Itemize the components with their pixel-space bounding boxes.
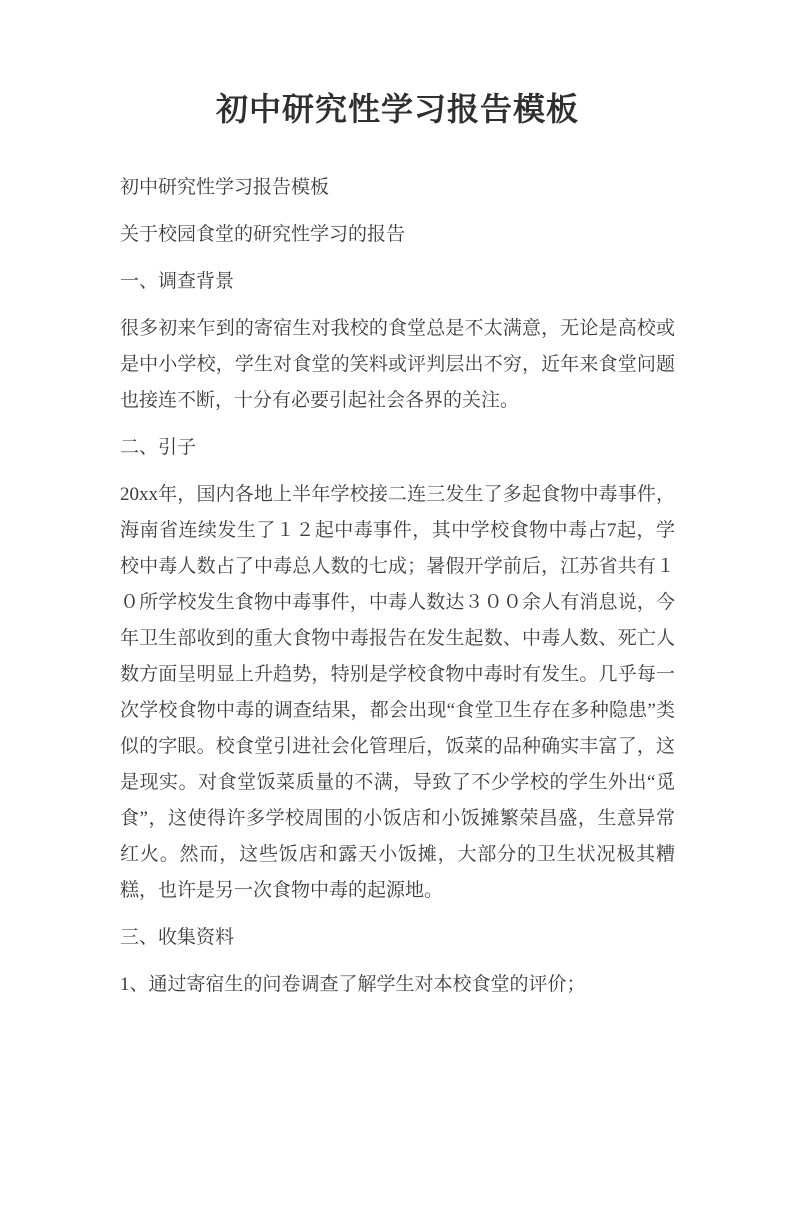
section-heading-survey-background: 一、调查背景 xyxy=(120,271,235,292)
section-heading-data-collection: 三、收集资料 xyxy=(120,927,235,948)
paragraph-data-collection-item-1: 1、通过寄宿生的问卷调查了解学生对本校食堂的评价； xyxy=(120,974,586,995)
paragraph-template-name: 初中研究性学习报告模板 xyxy=(120,177,330,198)
section-heading-introduction: 二、引子 xyxy=(120,437,197,458)
paragraph-introduction-body: 20xx年，国内各地上半年学校接二连三发生了多起食物中毒事件，海南省连续发生了１２起中毒事件，其中学校食物中毒占7起，学校中毒人数占了中毒总人数的七成；暑假开学前后，江苏省共有１０所学校发生食物中毒事件，中毒人数达３００余人有消息说，今年卫生部收到的重大食物中毒报告在发生起数、中毒人数、死亡人数方面呈明显上升趋势，特别是学校食物中毒时有发生。几乎每一次学校食物中毒的调查结果，都会出现“食堂卫生存在多种隐患”类似的字眼。校食堂引进社会化管理后，饭菜的品种确实丰富了，这是现实。对食堂饭菜质量的不满，导致了不少学校的学生外出“觅食”，这使得许多学校周围的小饭店和小饭摊繁荣昌盛，生意异常红火。然而，这些饭店和露天小饭摊，大部分的卫生状况极其糟糕，也许是另一次食物中毒的起源地。 xyxy=(120,484,675,901)
document-page xyxy=(0,88,793,1210)
document-title: 初中研究性学习报告模板 xyxy=(215,91,579,127)
paragraph-report-subject: 关于校园食堂的研究性学习的报告 xyxy=(120,224,406,245)
paragraph-survey-background-body: 很多初来乍到的寄宿生对我校的食堂总是不太满意，无论是高校或是中小学校，学生对食堂的笑料或评判层出不穷，近年来食堂问题也接连不断，十分有必要引起社会各界的关注。 xyxy=(120,318,675,411)
